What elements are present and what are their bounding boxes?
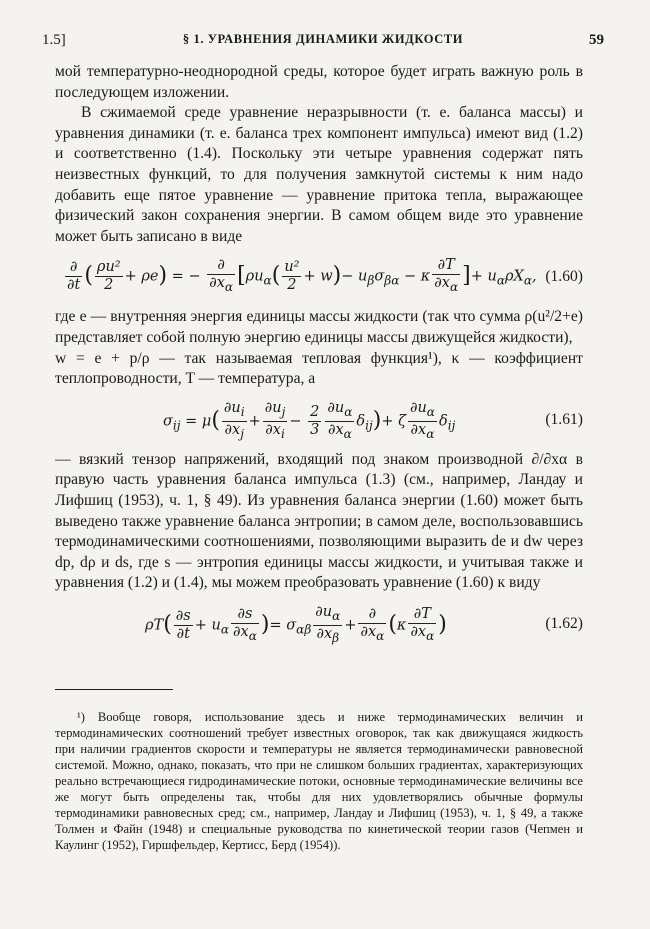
running-title: § 1. УРАВНЕНИЯ ДИНАМИКИ ЖИДКОСТИ [182,32,464,46]
footnote: ¹) Вообще говоря, использование здесь и ниже термодинамических величин и термодинамических соотношений требует известных оговорок, так как движущаяся жидкость при наличии градиентов скорости и температуры не является термодинамически равновесной системой. Можно, однако, показать, что при не слишком больших градиентах, характеризующих реально встречающиеся гидродинамические потоки, основные термодинамические величины все же могут быть определены так, чтобы для них удовлетворялись обычные формулы термодинамики равновесных сред; см., например, Ландау и Лифшиц (1953), ч. 1, § 49, а также Толмен и Файн (1948) и специальные руководства по кинетической теории газов (Чепмен и Каулинг (1952), Гиршфельдер, Кертисс, Берд (1954)). [55,709,583,852]
equation-1-62-formula: ρT( $\frac{\partial s}{\partial t}$ + $u_\alpha$ $\frac{\partial s}{\partial x_\alpha}$ )= $\sigma_{\alpha\beta}$ $\frac{\partial u_\alpha}{\partial x_\beta}$ + $\frac{\partial}{\partial x_\alpha}$ (κ $\frac{\partial T}{\partial x_\alpha}$ ) [145,603,447,645]
main-text [55,62,583,654]
equation-1-61-number: (1.61) [545,410,583,428]
page-header [42,32,604,52]
equation-1-61 [55,400,583,440]
equation-1-61-formula: $\sigma_{ij} = \mu$( $\frac{\partial u_i}{\partial x_j}$ + $\frac{\partial u_j}{\partial x_i}$ − $\frac{2}{3}$ $\frac{\partial u_\alpha}{\partial x_\alpha}$ $\delta_{ij})+ \zeta$ $\frac{\partial u_\alpha}{\partial x_\alpha}$ $\delta_{ij}$ [163,399,456,441]
equation-1-62 [55,604,583,644]
equation-1-60-number: (1.60) [545,268,583,286]
equation-1-60 [55,257,583,297]
page-number: 59 [589,32,604,48]
section-number: 1.5] [42,32,66,48]
paragraph-4: — вязкий тензор напряжений, входящий под знаком производной ∂/∂xα в правую часть уравнения баланса импульса (1.3) (см., например, Ландау и Лифшиц (1953), ч. 1, § 49). Из уравнения баланса энергии (1.60) может быть выведено также уравнение баланса энтропии; в самом деле, воспользовавшись термодинамическими соотношениями, позволяющими выразить de и dw через dp, dρ и ds, где s — энтропия единицы массы жидкости, и учитывая также и уравнения (1.2) и (1.4), мы можем преобразовать уравнение (1.60) к виду [55,450,583,592]
equation-1-60-formula: $\frac{\partial}{\partial t}$ ( $\frac{\text{ρu²}}{2}$ + ρe) = − $\frac{\partial}{\partial x_\alpha}$ [$\rho u_\alpha$( $\frac{\text{u²}}{2}$ + $w)- u_\beta\sigma_{\beta\alpha} - \kappa$ $\frac{\partial T}{\partial x_\alpha}$ ]+ $u_\alpha\rho X_\alpha$, [67,257,537,295]
paragraph-3a: где e — внутренняя энергия единицы массы жидкости (так что сумма ρ(u²/2+e) представляет собой полную энергию единицы массы движущейся жидкости), [55,308,583,346]
paragraph-3b: w = e + p/ρ — так называемая тепловая функция¹), κ — коэффициент теплопроводности, T — температура, а [55,349,583,388]
paragraph-2: В сжимаемой среде уравнение неразрывности (т. е. баланса массы) и уравнения динамики (т. е. баланса трех компонент импульса) имеют вид (1.2) и соответственно (1.4). Поскольку эти четыре уравнения содержат пять неизвестных функций, то для получения замкнутой системы к ним надо добавить еще пятое уравнение — уравнение притока тепла, выражающее физический закон сохранения энергии. В самом общем виде это уравнение может быть записано в виде [55,104,583,245]
equation-1-62-number: (1.62) [545,614,583,632]
paragraph-1: мой температурно-неоднородной среды, которое будет играть важную роль в последующем изложении. [55,63,583,101]
footnote-separator [55,689,173,690]
